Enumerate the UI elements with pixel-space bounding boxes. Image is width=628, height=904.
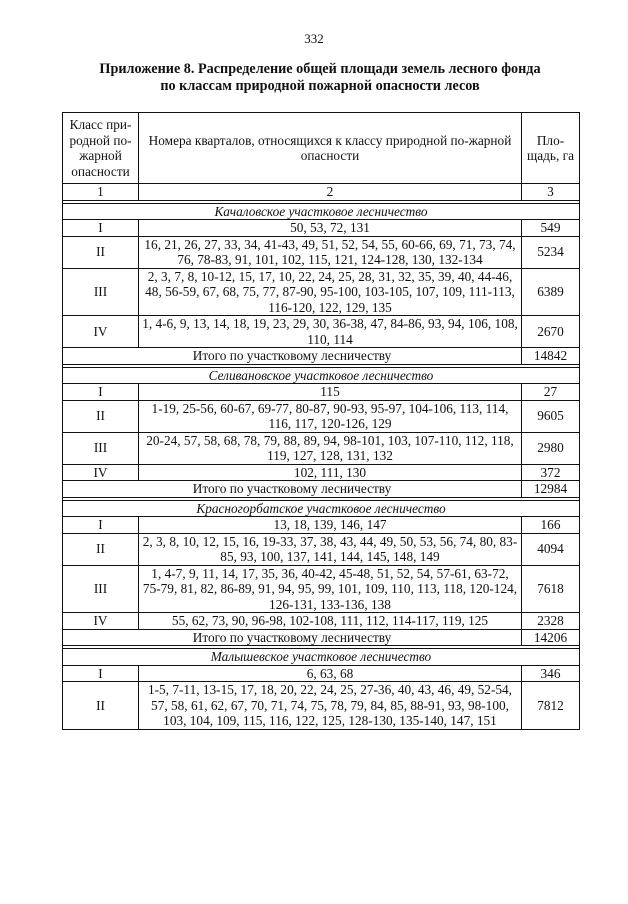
hazard-class-cell: I [63,665,139,682]
quarters-cell: 20-24, 57, 58, 68, 78, 79, 88, 89, 94, 98-101, 103, 107-110, 112, 118, 119, 127, 128, 131, 132 [139,432,522,464]
section-name: Малышевское участковое лесничество [63,649,580,666]
area-cell: 346 [522,665,580,682]
table-row [63,384,580,401]
document-title [60,61,580,95]
area-cell: 27 [522,384,580,401]
column-number: 3 [522,184,580,201]
table-row [63,613,580,630]
section-name: Красногорбатское участковое лесничество [63,500,580,517]
section-header-row [63,367,580,384]
column-number: 2 [139,184,522,201]
table-row [63,533,580,565]
fire-hazard-table [62,112,580,730]
quarters-cell: 1, 4-7, 9, 11, 14, 17, 35, 36, 40-42, 45-48, 51, 52, 54, 57-61, 63-72, 75-79, 81, 82, 86-89, 91, 94, 95, 99, 101, 109, 110, 113, 118, 120-124, 126-131, 133-136, 138 [139,565,522,613]
area-cell: 166 [522,517,580,534]
table-body [63,200,580,729]
table-row [63,268,580,316]
area-cell: 5234 [522,236,580,268]
quarters-cell: 50, 53, 72, 131 [139,220,522,237]
title-line-1: Приложение 8. Распределение общей площади земель лесного фонда [99,61,541,77]
hazard-class-cell: III [63,268,139,316]
table-row [63,432,580,464]
table-row [63,665,580,682]
table-row [63,236,580,268]
total-area: 14842 [522,348,580,365]
area-cell: 7812 [522,682,580,730]
header-area: Пло-щадь, га [522,113,580,184]
header-quarters: Номера кварталов, относящихся к классу природной по-жарной опасности [139,113,522,184]
total-area: 14206 [522,629,580,646]
section-name: Качаловское участковое лесничество [63,203,580,220]
table-row [63,517,580,534]
column-number: 1 [63,184,139,201]
table-row [63,220,580,237]
total-area: 12984 [522,481,580,498]
quarters-cell: 16, 21, 26, 27, 33, 34, 41-43, 49, 51, 52, 54, 55, 60-66, 69, 71, 73, 74, 76, 78-83, 91, 101, 102, 115, 121, 124-128, 130, 132-134 [139,236,522,268]
quarters-cell: 2, 3, 8, 10, 12, 15, 16, 19-33, 37, 38, 43, 44, 49, 50, 53, 56, 74, 80, 83-85, 93, 100, 137, 141, 144, 145, 148, 149 [139,533,522,565]
total-label: Итого по участковому лесничеству [63,629,522,646]
hazard-class-cell: I [63,384,139,401]
hazard-class-cell: III [63,565,139,613]
quarters-cell: 55, 62, 73, 90, 96-98, 102-108, 111, 112, 114-117, 119, 125 [139,613,522,630]
hazard-class-cell: II [63,236,139,268]
quarters-cell: 1-19, 25-56, 60-67, 69-77, 80-87, 90-93, 95-97, 104-106, 113, 114, 116, 117, 120-126, 129 [139,400,522,432]
section-total-row [63,481,580,498]
area-cell: 2980 [522,432,580,464]
area-cell: 2670 [522,316,580,348]
section-total-row [63,629,580,646]
hazard-class-cell: III [63,432,139,464]
table-row [63,316,580,348]
area-cell: 4094 [522,533,580,565]
title-line-2: по классам природной пожарной опасности лесов [160,78,480,94]
area-cell: 372 [522,464,580,481]
hazard-class-cell: II [63,682,139,730]
quarters-cell: 2, 3, 7, 8, 10-12, 15, 17, 10, 22, 24, 25, 28, 31, 32, 35, 39, 40, 44-46, 48, 56-59, 67, 68, 75, 77, 87-90, 95-100, 103-105, 107, 109, 111-113, 116-120, 122, 129, 135 [139,268,522,316]
area-cell: 6389 [522,268,580,316]
column-number-row [63,184,580,201]
header-row [63,113,580,184]
section-header-row [63,649,580,666]
table-row [63,682,580,730]
table-row [63,565,580,613]
area-cell: 9605 [522,400,580,432]
total-label: Итого по участковому лесничеству [63,481,522,498]
area-cell: 549 [522,220,580,237]
table-row [63,400,580,432]
quarters-cell: 1, 4-6, 9, 13, 14, 18, 19, 23, 29, 30, 36-38, 47, 84-86, 93, 94, 106, 108, 110, 114 [139,316,522,348]
section-header-row [63,500,580,517]
area-cell: 7618 [522,565,580,613]
hazard-class-cell: IV [63,613,139,630]
section-total-row [63,348,580,365]
hazard-class-cell: I [63,220,139,237]
hazard-class-cell: I [63,517,139,534]
quarters-cell: 115 [139,384,522,401]
table-row [63,464,580,481]
quarters-cell: 1-5, 7-11, 13-15, 17, 18, 20, 22, 24, 25, 27-36, 40, 43, 46, 49, 52-54, 57, 58, 61, 62, 67, 70, 71, 74, 75, 78, 79, 84, 85, 88-91, 93, 98-100, 103, 104, 109, 115, 116, 122, 125, 128-130, 135-140, 147, 151 [139,682,522,730]
hazard-class-cell: II [63,400,139,432]
hazard-class-cell: IV [63,464,139,481]
total-label: Итого по участковому лесничеству [63,348,522,365]
section-header-row [63,203,580,220]
section-name: Селивановское участковое лесничество [63,367,580,384]
quarters-cell: 13, 18, 139, 146, 147 [139,517,522,534]
hazard-class-cell: II [63,533,139,565]
page-number: 332 [304,31,324,46]
hazard-class-cell: IV [63,316,139,348]
header-class: Класс при-родной по-жарной опасности [63,113,139,184]
quarters-cell: 102, 111, 130 [139,464,522,481]
area-cell: 2328 [522,613,580,630]
quarters-cell: 6, 63, 68 [139,665,522,682]
